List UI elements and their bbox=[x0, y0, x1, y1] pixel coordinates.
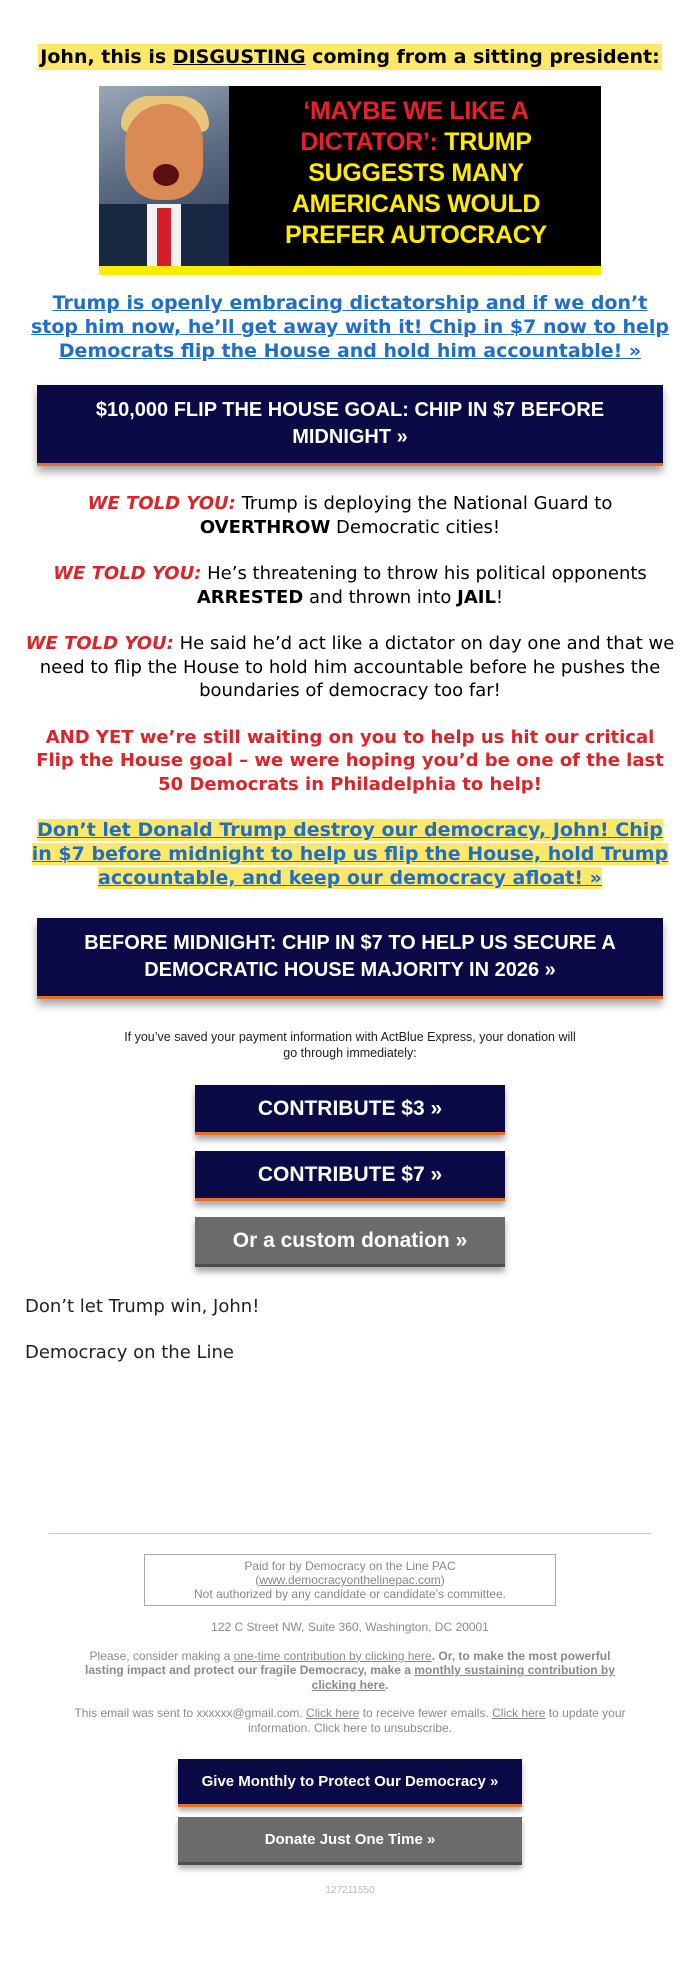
email-code: 127211550 bbox=[325, 1885, 375, 1896]
fewer-emails-text: to receive fewer emails. bbox=[359, 1706, 493, 1720]
footer-address: 122 C Street NW, Suite 360, Washington, DC 20001 bbox=[211, 1620, 489, 1634]
majority-button[interactable]: BEFORE MIDNIGHT: CHIP IN $7 TO HELP US SECURE A DEMOCRATIC HOUSE MAJORITY IN 2026 » bbox=[37, 918, 663, 999]
update-info-link[interactable]: Click here bbox=[492, 1706, 546, 1720]
not-authorized-text: Not authorized by any candidate or candidate’s committee. bbox=[194, 1587, 506, 1601]
told-you-text: ! bbox=[495, 586, 504, 608]
custom-donation-button[interactable]: Or a custom donation » bbox=[195, 1217, 505, 1267]
email-body bbox=[0, 44, 700, 1896]
told-you-bold: ARRESTED bbox=[196, 586, 304, 608]
pac-website-link[interactable]: www.democracyonthelinepac.com bbox=[259, 1573, 441, 1587]
actblue-express-note: If you’ve saved your payment information with ActBlue Express, your donation will go through immediately: bbox=[124, 1030, 576, 1060]
told-you-lead: WE TOLD YOU: bbox=[53, 563, 202, 584]
paid-for-box: Paid for by Democracy on the Line PAC (www.democracyonthelinepac.com) Not authorized by any candidate or candidate’s committee. bbox=[144, 1554, 556, 1606]
update-info-text: to update your information. Click here to unsubscribe. bbox=[247, 1706, 626, 1735]
told-you-text: He said he’d act like a dictator on day one and that we need to flip the House to hold him accountable before he pushes the boundaries of democracy too far! bbox=[39, 633, 675, 701]
told-you-bold: OVERTHROW bbox=[199, 516, 331, 538]
hero-headline bbox=[239, 96, 593, 251]
headline-emphasis: DISGUSTING bbox=[172, 46, 306, 68]
headline-prefix: John, this is bbox=[40, 46, 173, 68]
flip-house-goal-button[interactable]: $10,000 FLIP THE HOUSE GOAL: CHIP IN $7 BEFORE MIDNIGHT » bbox=[37, 385, 663, 466]
consider-end: . bbox=[385, 1677, 389, 1692]
fewer-emails-link[interactable]: Click here bbox=[306, 1706, 360, 1720]
donate-one-time-button[interactable]: Donate Just One Time » bbox=[178, 1817, 522, 1865]
told-you-text: Democratic cities! bbox=[330, 516, 501, 538]
hero-banner-image[interactable] bbox=[99, 86, 601, 275]
told-you-1 bbox=[24, 492, 676, 539]
photo-tie bbox=[157, 208, 171, 266]
told-you-lead: WE TOLD YOU: bbox=[87, 493, 236, 514]
contribute-7-button[interactable]: CONTRIBUTE $7 » bbox=[195, 1151, 505, 1201]
footer-consider bbox=[70, 1649, 630, 1693]
contribute-3-button[interactable]: CONTRIBUTE $3 » bbox=[195, 1085, 505, 1135]
consider-bold-text: . Or, to make the most powerful lasting impact and protect our fragile Democracy, make a bbox=[85, 1648, 611, 1677]
told-you-bold: JAIL bbox=[457, 586, 496, 608]
photo-mouth bbox=[153, 164, 179, 186]
consider-text: Please, consider making a bbox=[89, 1648, 234, 1663]
headline-suffix: coming from a sitting president: bbox=[305, 46, 660, 68]
give-monthly-button[interactable]: Give Monthly to Protect Our Democracy » bbox=[178, 1759, 522, 1807]
monthly-link[interactable]: monthly sustaining contribution by clicking here bbox=[311, 1663, 615, 1692]
told-you-2 bbox=[24, 562, 676, 609]
intro-donate-link[interactable]: Trump is openly embracing dictatorship and if we don’t stop him now, he’ll get away with it! Chip in $7 now to help Democrats flip the House and hold him accountable! » bbox=[30, 292, 670, 362]
signoff-signature: Democracy on the Line bbox=[25, 1342, 234, 1363]
intro-link-block bbox=[28, 291, 672, 363]
headline-highlight bbox=[38, 44, 661, 70]
one-time-link[interactable]: one-time contribution by clicking here bbox=[233, 1648, 432, 1663]
hero-quote: ‘MAYBE WE LIKE A DICTATOR’: bbox=[300, 97, 529, 156]
and-yet-paragraph: AND YET we’re still waiting on you to help us hit our critical Flip the House goal – we were hoping you’d be one of the last 50 Democrats in Philadelphia to help! bbox=[36, 726, 664, 795]
footer-sent-to bbox=[70, 1706, 630, 1735]
signoff-line: Don’t let Trump win, John! bbox=[25, 1296, 260, 1317]
paid-for-text: Paid for by Democracy on the Line PAC bbox=[244, 1559, 456, 1573]
hero-subhead: TRUMP SUGGESTS MANY AMERICANS WOULD PREFER AUTOCRACY bbox=[285, 128, 547, 249]
trump-photo bbox=[99, 86, 229, 266]
told-you-text: and thrown into bbox=[303, 586, 458, 608]
told-you-lead: WE TOLD YOU: bbox=[25, 633, 174, 654]
highlight-donate-link[interactable]: Don’t let Donald Trump destroy our democracy, John! Chip in $7 before midnight to help us flip the House, hold Trump accountable, and keep our democracy afloat! » bbox=[31, 819, 669, 889]
sent-to-text: This email was sent to xxxxxx@gmail.com. bbox=[74, 1706, 307, 1720]
headline bbox=[0, 44, 700, 70]
told-you-3 bbox=[24, 632, 676, 703]
told-you-text: Trump is deploying the National Guard to bbox=[235, 493, 613, 514]
told-you-text: He’s threatening to throw his political opponents bbox=[201, 563, 647, 584]
highlight-link-block bbox=[28, 818, 672, 890]
